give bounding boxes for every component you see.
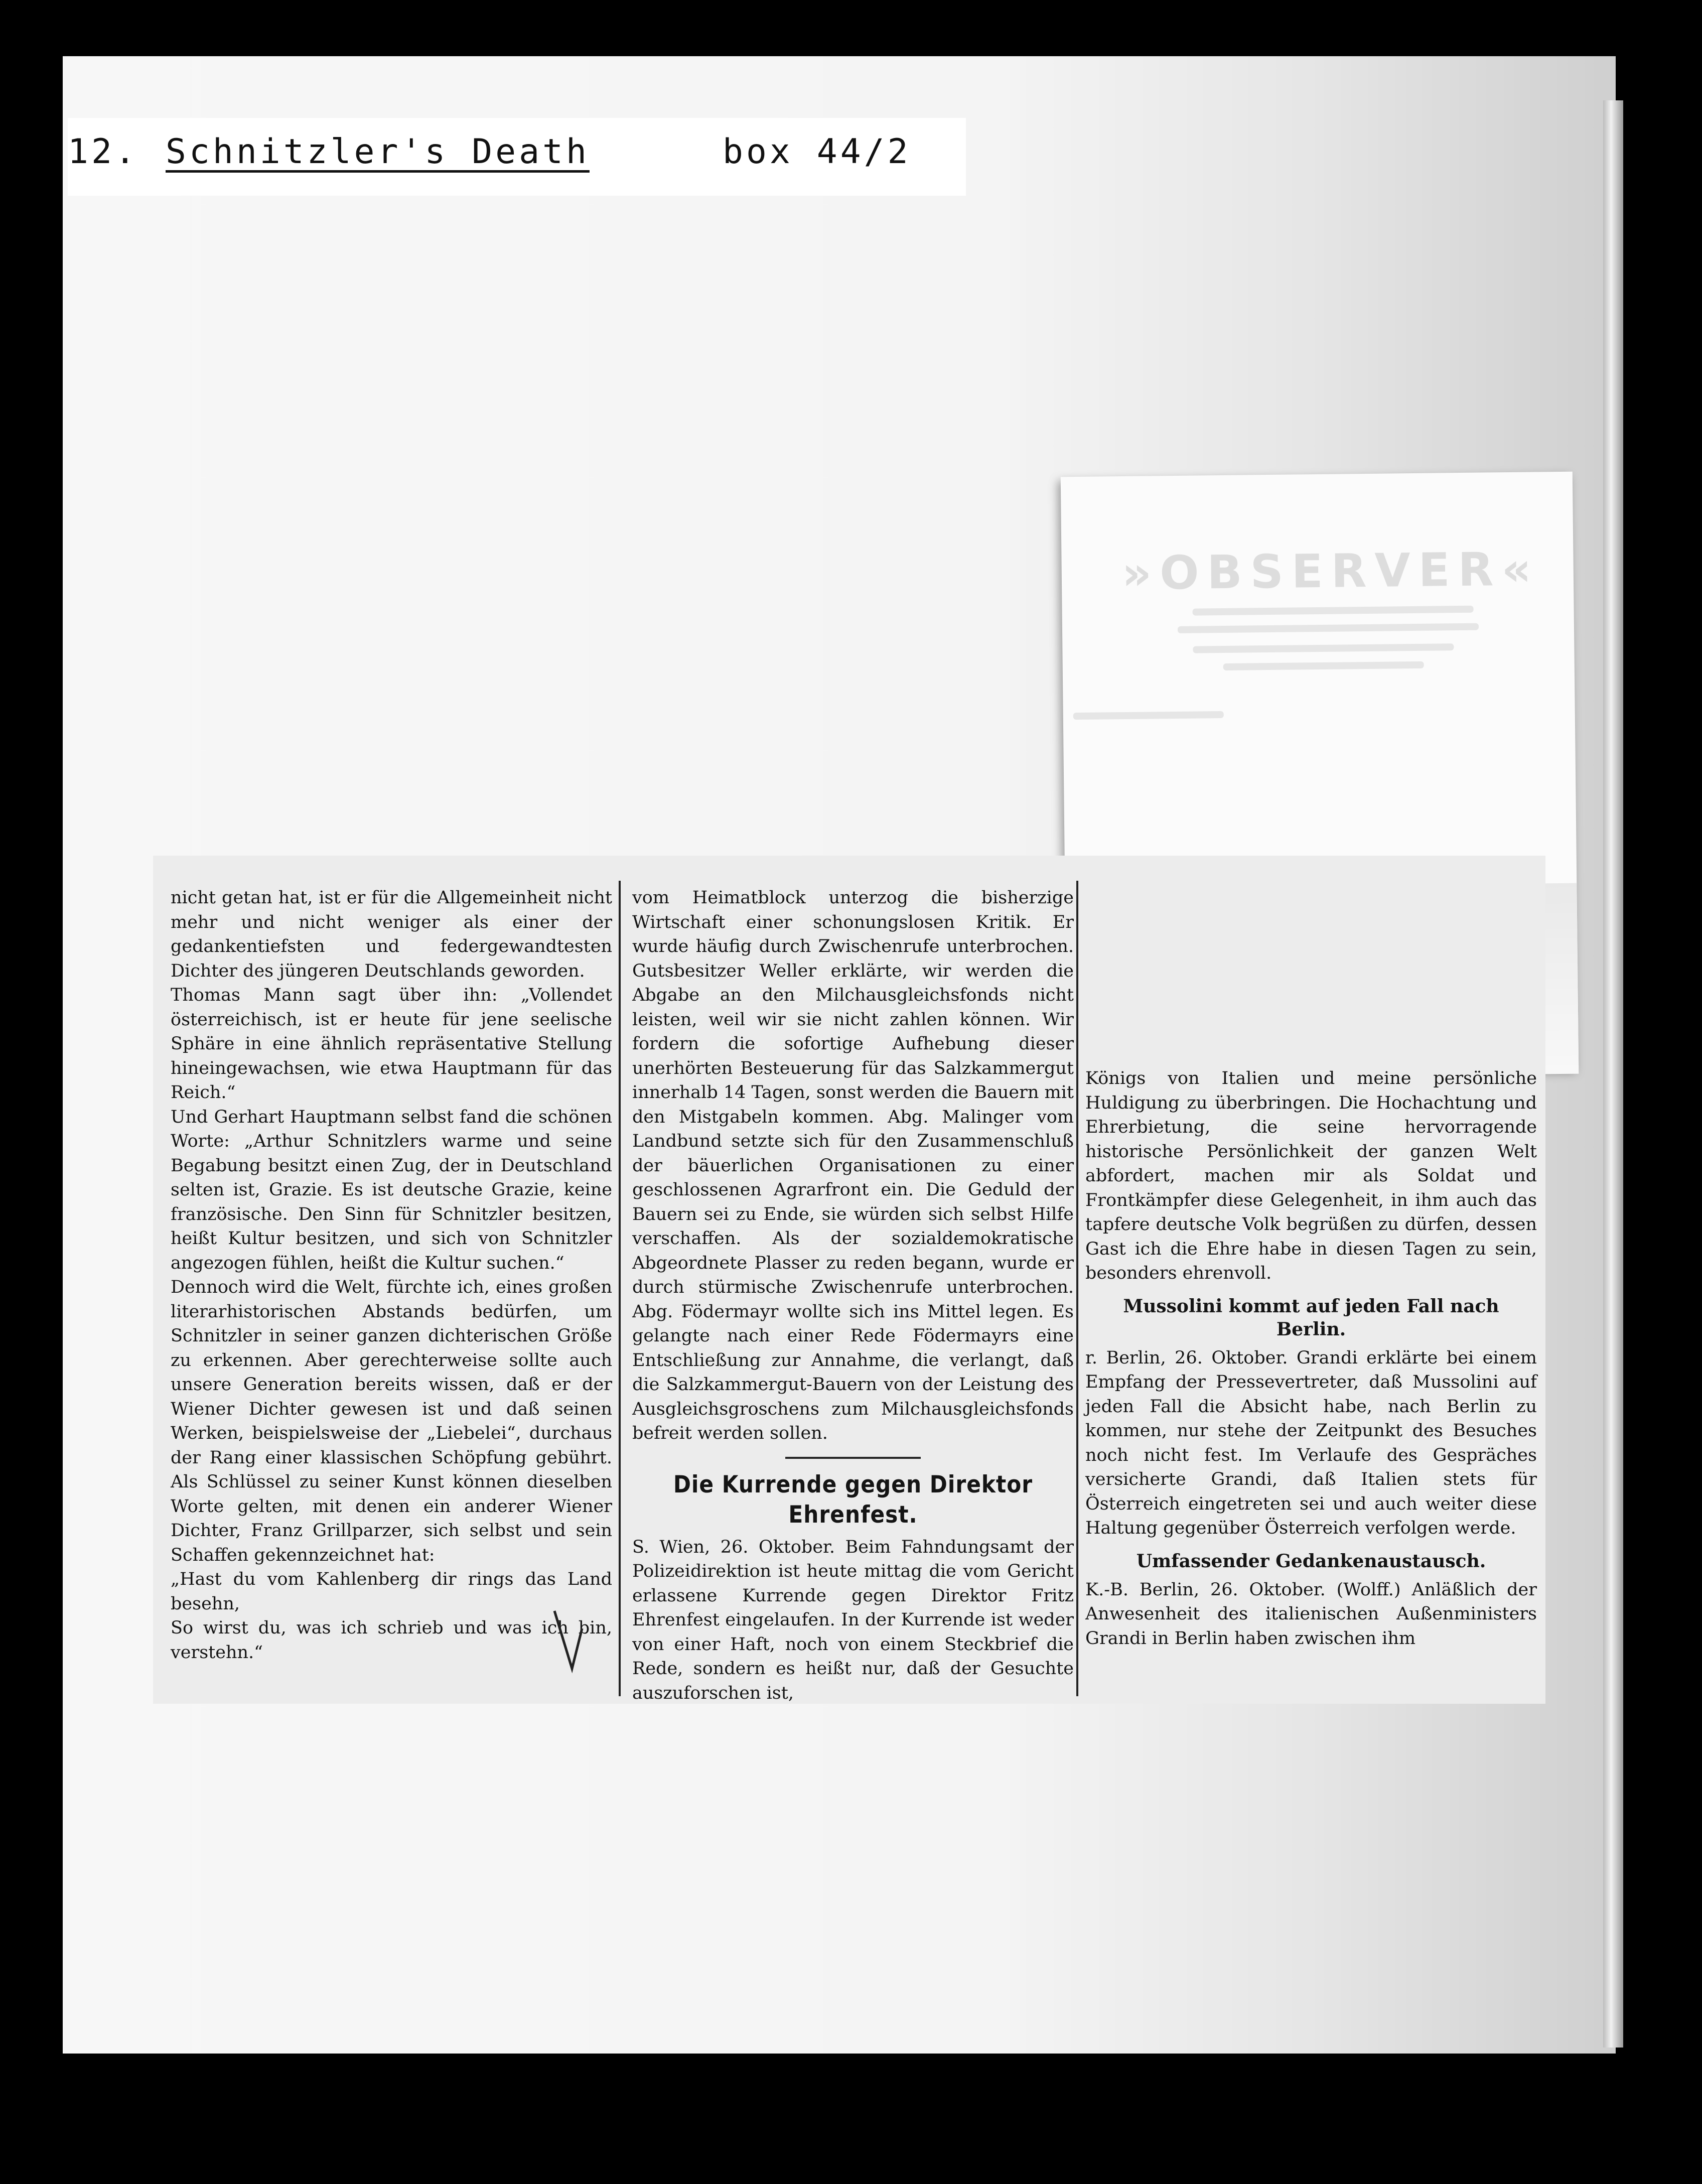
header-title: Schnitzler's Death xyxy=(166,132,590,172)
article-text: nicht getan hat, ist er für die Allgemeinheit nicht mehr und nicht weniger als einer der gedankentiefsten und federgewandtesten Dichter des jüngeren Deutschlands geworden. Thomas Mann sagt über ihn: „Vollendet österreichisch, ist er heute für jene seelische Sphäre in eine ähnlich repräsentative Stellung hineingewachsen, wie etwa Hauptmann für das Reich.“ Und Gerhart Hauptmann selbst fand die schönen Worte: „Arthur Schnitzlers warme und seine Begabung besitzt einen Zug, der in Deutschland selten ist, Grazie. Es ist deutsche Grazie, keine französische. Den Sinn für Schnitzler besitzen, heißt Kultur besitzen, und sich von Schnitzler angezogen fühlen, heißt die Kultur suchen.“ Dennoch wird die Welt, fürchte ich, eines großen literarhistorischen Abstands bedürfen, um Schnitzler in seiner ganzen dichterischen Größe zu erkennen. Aber gerechterweise sollte auch unsere Generation bereits wissen, daß er der Wiener Dichter gewesen ist und daß seinen Werken, beispielsweise der „Liebelei“, durchaus der Rang einer klassischen Schöpfung gebührt. Als Schlüssel zu seiner Kunst können dieselben Worte gelten, mit denen ein anderer Wiener Dichter, Franz Grillparzer, sich selbst und sein Schaffen gekennzeichnet hat: „Hast du vom Kahlenberg dir rings das Land besehn, So wirst du, was ich schrieb und was ich bin, verstehn.“ xyxy=(171,888,612,1663)
article-headline: Die Kurrende gegen Direktor Ehrenfest. xyxy=(673,1470,1033,1529)
archive-header-label xyxy=(68,118,966,196)
observer-faded-line xyxy=(1193,606,1474,616)
pencil-mark xyxy=(552,1608,587,1684)
sheet-edge xyxy=(1603,100,1623,2048)
article-headline: Umfassender Gedankenaustausch. xyxy=(1136,1550,1486,1572)
article-headline: Mussolini kommt auf jeden Fall nach Berlin. xyxy=(1123,1295,1499,1340)
article-text: K.-B. Berlin, 26. Oktober. (Wolff.) Anläßlich der Anwesenheit des italienischen Außenministers Grandi in Berlin haben zwischen ihm xyxy=(1085,1579,1537,1649)
header-number: 12. xyxy=(68,132,138,172)
article-column-1 xyxy=(171,886,612,1665)
observer-faded-line xyxy=(1193,643,1454,653)
observer-faded-line xyxy=(1223,661,1424,670)
article-text: Königs von Italien und meine persönliche Huldigung zu überbringen. Die Hochachtung und Ehrerbietung, die seine hervorragende historische Persönlichkeit der ganzen Welt abfordert, machen mir als Soldat und Frontkämpfer diese Gelegenheit, in ihm auch das tapfere deutsche Volk begrüßen zu dürfen, dessen Gast ich die Ehre habe in diesen Tagen zu sein, besonders ehrenvoll. xyxy=(1085,1068,1537,1283)
column-rule xyxy=(619,881,621,1696)
observer-faded-line xyxy=(1073,711,1224,720)
header-box: box 44/2 xyxy=(723,132,911,172)
newspaper-clipping xyxy=(153,856,1545,1704)
article-text: S. Wien, 26. Oktober. Beim Fahndungsamt der Polizeidirektion ist heute mittag die vom Gericht erlassene Kurrende gegen Direktor Fritz Ehrenfest eingelaufen. In der Kurrende ist weder von einer Haft, noch von einem Steckbrief die Rede, sondern es heißt nur, daß der Gesuchte auszuforschen ist, xyxy=(632,1537,1074,1703)
observer-faded-line xyxy=(1178,623,1479,633)
article-text: vom Heimatblock unterzog die bisherzige Wirtschaft einer schonungslosen Kritik. Er wurde häufig durch Zwischenrufe unterbrochen. Gutsbesitzer Weller erklärte, wir werden die Abgabe an den Milchausgleichsfonds nicht leisten, weil wir sie nicht zahlen können. Wir fordern die sofortige Aufhebung dieser unerhörten Besteuerung für das Salzkammergut innerhalb 14 Tagen, sonst werden die Bauern mit den Mistgabeln kommen. Abg. Malinger vom Landbund setzte sich für den Zusammenschluß der bäuerlichen Organisationen zu einer geschlossenen Agrarfront ein. Die Geduld der Bauern sei zu Ende, sie würden sich selbst Hilfe verschaffen. Als der sozialdemokratische Abgeordnete Plasser zu reden begann, wurde er durch stürmische Zwischenrufe unterbrochen. Abg. Födermayr wollte sich ins Mittel legen. Es gelangte nach einer Rede Födermayrs eine Entschließung zur Annahme, die verlangt, daß die Salzkammergut-Bauern von der Leistung des Ausgleichsgroschens zum Milchausgleichsfonds befreit werden sollen. xyxy=(632,888,1074,1443)
article-text: r. Berlin, 26. Oktober. Grandi erklärte bei einem Empfang der Pressevertreter, daß Mussolini auf jeden Fall die Absicht habe, nach Berlin zu kommen, nur stehe der Zeitpunkt des Besuches noch nicht fest. Im Verlaufe des Gespräches versicherte Grandi, daß Italien stets für Österreich eingetreten sei und auch weiter diese Haltung gegenüber Österreich verfolgen werde. xyxy=(1085,1347,1537,1538)
observer-brand: »OBSERVER« xyxy=(1121,542,1540,601)
article-column-3 xyxy=(1085,1066,1537,1651)
column-rule xyxy=(1076,881,1078,1696)
separator-rule xyxy=(785,1457,921,1459)
article-column-2 xyxy=(632,886,1074,1705)
